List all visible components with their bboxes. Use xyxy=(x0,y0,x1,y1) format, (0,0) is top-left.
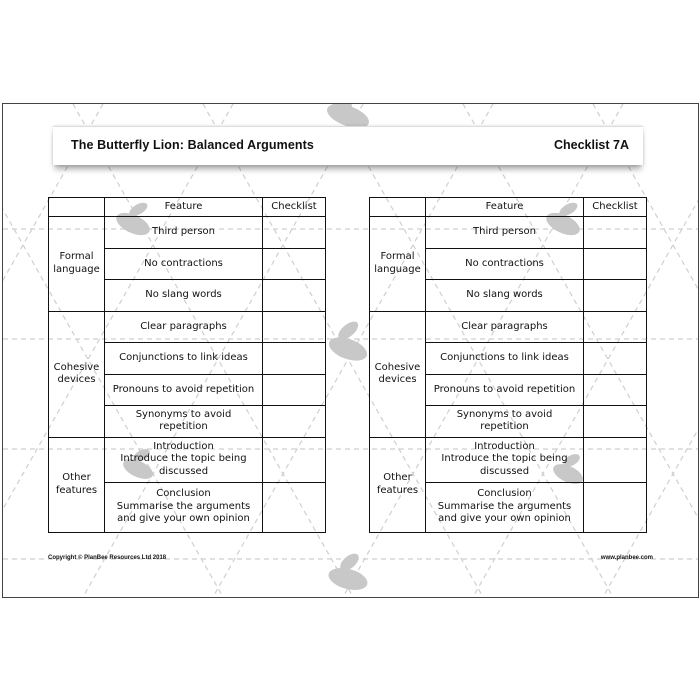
checklist-cell[interactable] xyxy=(584,280,647,312)
group-label: Formal language xyxy=(370,217,426,312)
checklist-cell[interactable] xyxy=(584,217,647,249)
feature-cell: Synonyms to avoid repetition xyxy=(105,406,263,438)
feature-cell: Pronouns to avoid repetition xyxy=(426,374,584,406)
page-title: The Butterfly Lion: Balanced Arguments xyxy=(71,138,314,152)
header-checklist: Checklist xyxy=(584,198,647,217)
checklist-cell[interactable] xyxy=(263,217,326,249)
table-row xyxy=(370,217,647,249)
feature-cell: No contractions xyxy=(105,248,263,280)
table-header-row xyxy=(49,198,326,217)
group-label: Other features xyxy=(370,437,426,532)
checklist-cell[interactable] xyxy=(263,406,326,438)
checklist-cell[interactable] xyxy=(263,280,326,312)
worksheet-page xyxy=(2,103,699,598)
feature-cell: Pronouns to avoid repetition xyxy=(105,374,263,406)
feature-cell: Clear paragraphs xyxy=(105,311,263,343)
feature-cell: No slang words xyxy=(105,280,263,312)
feature-cell: Third person xyxy=(105,217,263,249)
header-group-cell xyxy=(49,198,105,217)
group-label: Other features xyxy=(49,437,105,532)
group-label: Cohesive devices xyxy=(370,311,426,437)
feature-cell: Synonyms to avoid repetition xyxy=(426,406,584,438)
checklist-cell[interactable] xyxy=(584,482,647,532)
table-row xyxy=(370,437,647,482)
website-link[interactable]: www.planbee.com xyxy=(600,555,653,561)
checklist-cell[interactable] xyxy=(584,248,647,280)
checklist-cell[interactable] xyxy=(263,482,326,532)
table-row xyxy=(370,311,647,343)
table-row xyxy=(49,217,326,249)
checklist-cell[interactable] xyxy=(584,374,647,406)
checklist-label: Checklist 7A xyxy=(553,138,629,152)
group-label: Formal language xyxy=(49,217,105,312)
feature-cell: No contractions xyxy=(426,248,584,280)
header-feature: Feature xyxy=(105,198,263,217)
header-feature: Feature xyxy=(426,198,584,217)
checklist-cell[interactable] xyxy=(263,374,326,406)
group-label: Cohesive devices xyxy=(49,311,105,437)
checklist-table-left xyxy=(48,197,326,533)
title-banner xyxy=(53,126,643,165)
feature-cell: Conjunctions to link ideas xyxy=(426,343,584,375)
feature-cell: Clear paragraphs xyxy=(426,311,584,343)
checklist-cell[interactable] xyxy=(263,248,326,280)
feature-cell: Third person xyxy=(426,217,584,249)
feature-cell: Conjunctions to link ideas xyxy=(105,343,263,375)
header-checklist: Checklist xyxy=(263,198,326,217)
checklist-cell[interactable] xyxy=(263,343,326,375)
header-group-cell xyxy=(370,198,426,217)
feature-cell: Conclusion Summarise the arguments and give your own opinion xyxy=(426,482,584,532)
checklist-cell[interactable] xyxy=(584,343,647,375)
table-row xyxy=(49,437,326,482)
feature-cell: No slang words xyxy=(426,280,584,312)
feature-cell: Introduction Introduce the topic being discussed xyxy=(105,437,263,482)
checklist-cell[interactable] xyxy=(584,311,647,343)
checklist-cell[interactable] xyxy=(263,311,326,343)
table-row xyxy=(49,311,326,343)
checklist-cell[interactable] xyxy=(263,437,326,482)
feature-cell: Conclusion Summarise the arguments and give your own opinion xyxy=(105,482,263,532)
copyright-text: Copyright © PlanBee Resources Ltd 2018 xyxy=(48,555,167,561)
feature-cell: Introduction Introduce the topic being discussed xyxy=(426,437,584,482)
table-header-row xyxy=(370,198,647,217)
checklist-table-right xyxy=(369,197,647,533)
checklist-cell[interactable] xyxy=(584,406,647,438)
checklist-cell[interactable] xyxy=(584,437,647,482)
